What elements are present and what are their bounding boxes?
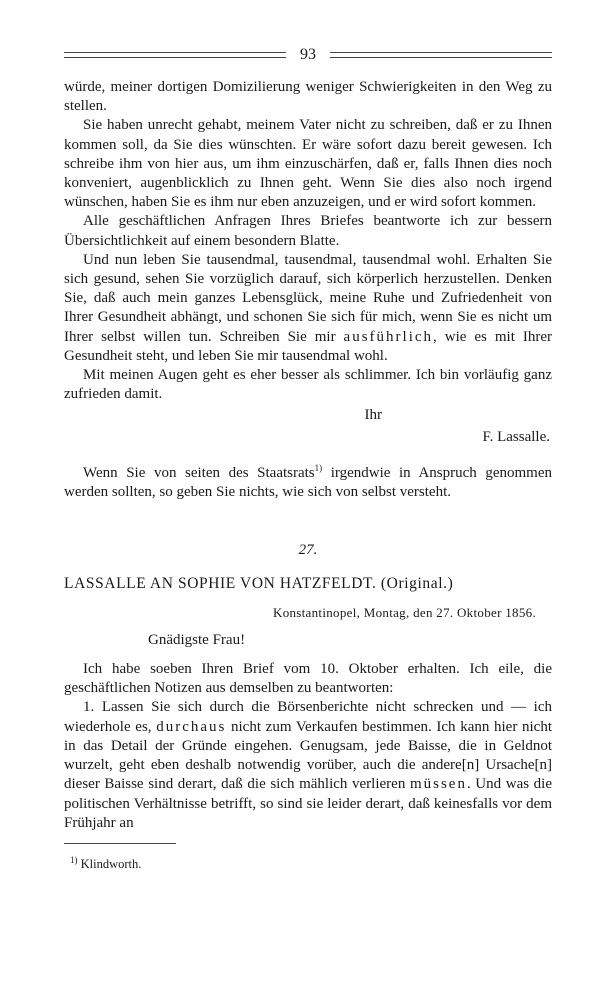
continuation-paragraph-3: Alle geschäftlichen Anfragen Ihres Briefes beantworte ich zur bessern Übersichtlichkeit auf einem besondern Blatte. [64,213,552,249]
continuation-paragraph-1: würde, meiner dortigen Domizilierung weniger Schwierigkeiten in den Weg zu stellen. [64,79,552,115]
header-rule-right [330,52,552,58]
continuation-paragraph-5: Mit meinen Augen geht es eher besser als schlimmer. Ich bin vorläufig ganz zufrieden damit. [64,367,552,403]
footnote-marker: 1) [70,854,78,865]
footnote-text: Klindworth. [80,856,142,871]
letter-item-1 [64,698,552,832]
continuation-paragraph-2: Sie haben unrecht gehabt, meinem Vater nicht zu schreiben, daß er zu Ihnen kommen soll, da Sie dies wünschten. Er wäre sofort dazu bereit gewesen. Ich schreibe ihm von hier aus, um ihm einzuschärfen, daß er, falls Ihnen dies noch konveniert, augenblicklich zu Ihnen geht. Wenn Sie dies also noch irgend wünschen, haben Sie es ihm nur eben anzuzeigen, und er wird sofort kommen. [64,117,552,211]
emphasis-durchaus: durchaus [156,718,227,735]
item-1-text-c: . Und was die politischen Verhältnisse betrifft, so sind sie leider derart, daß keinesfalls vor dem Frühjahr an [64,776,552,831]
letter-heading: LASSALLE AN SOPHIE VON HATZFELDT. (Original.) [64,575,454,593]
footnote [64,855,552,874]
emphasis-muessen: müssen [409,776,467,793]
letter-dateline: Konstantinopel, Montag, den 27. Oktober 1856. [273,604,536,620]
book-page [64,38,552,874]
paragraph-4-text-a: Und nun leben Sie tausendmal, tausendmal, tausendmal wohl. Erhalten Sie sich gesund, sehen Sie vorzüglich darauf, sich körperlich herzustellen. Denken Sie, daß auch mein ganzes Lebensglück, meine Ruhe und Zufriedenheit von Ihrer Gesundheit abhängt, und schonen Sie sich für mich, wenn Sie es nicht um Ihrer selbst willen tun. Schreiben Sie mir [64,251,552,345]
item-1-text-a: 1. Lassen Sie sich durch die Börsenberichte nicht schrecken und — ich wiederhole es, [64,699,552,735]
footnote-reference: 1) [314,462,323,473]
postscript [64,464,552,502]
closing: Ihr [364,407,382,424]
letter-salutation: Gnädigste Frau! [148,631,246,648]
postscript-text-a: Wenn Sie von seiten des Staatsrats [83,464,315,481]
letter-intro-paragraph: Ich habe soeben Ihren Brief vom 10. Oktober erhalten. Ich eile, die geschäftlichen Notizen aus demselben zu beantworten: [64,661,552,697]
continuation-paragraph-4 [64,251,552,366]
emphasis-ausfuehrlich: ausführlich [343,328,434,345]
footnote-rule [64,843,176,844]
item-1-text-b: nicht zum Verkaufen bestimmen. Ich kann hier nicht in das Detail der Gründe eingehen. Genugsam, jede Baisse, die in Geldnot wurzelt, geht eben deshalb notwendig vorüber, auch die andere[n] Ursache[n] dieser Baisse sind derart, daß die sich mählich verlieren [64,718,552,793]
header-rule-left [64,52,286,58]
page-header [64,38,552,72]
postscript-text-b: irgendwie in Anspruch genommen werden sollten, so geben Sie nichts, wie sich von selbst versteht. [64,464,552,501]
page-number: 93 [300,46,316,63]
paragraph-4-text-b: , wie es mit Ihrer Gesundheit steht, und leben Sie mir tausendmal wohl. [64,328,552,364]
letter-number: 27. [298,542,318,559]
page-body [64,78,552,874]
signature: F. Lassalle. [482,428,550,445]
